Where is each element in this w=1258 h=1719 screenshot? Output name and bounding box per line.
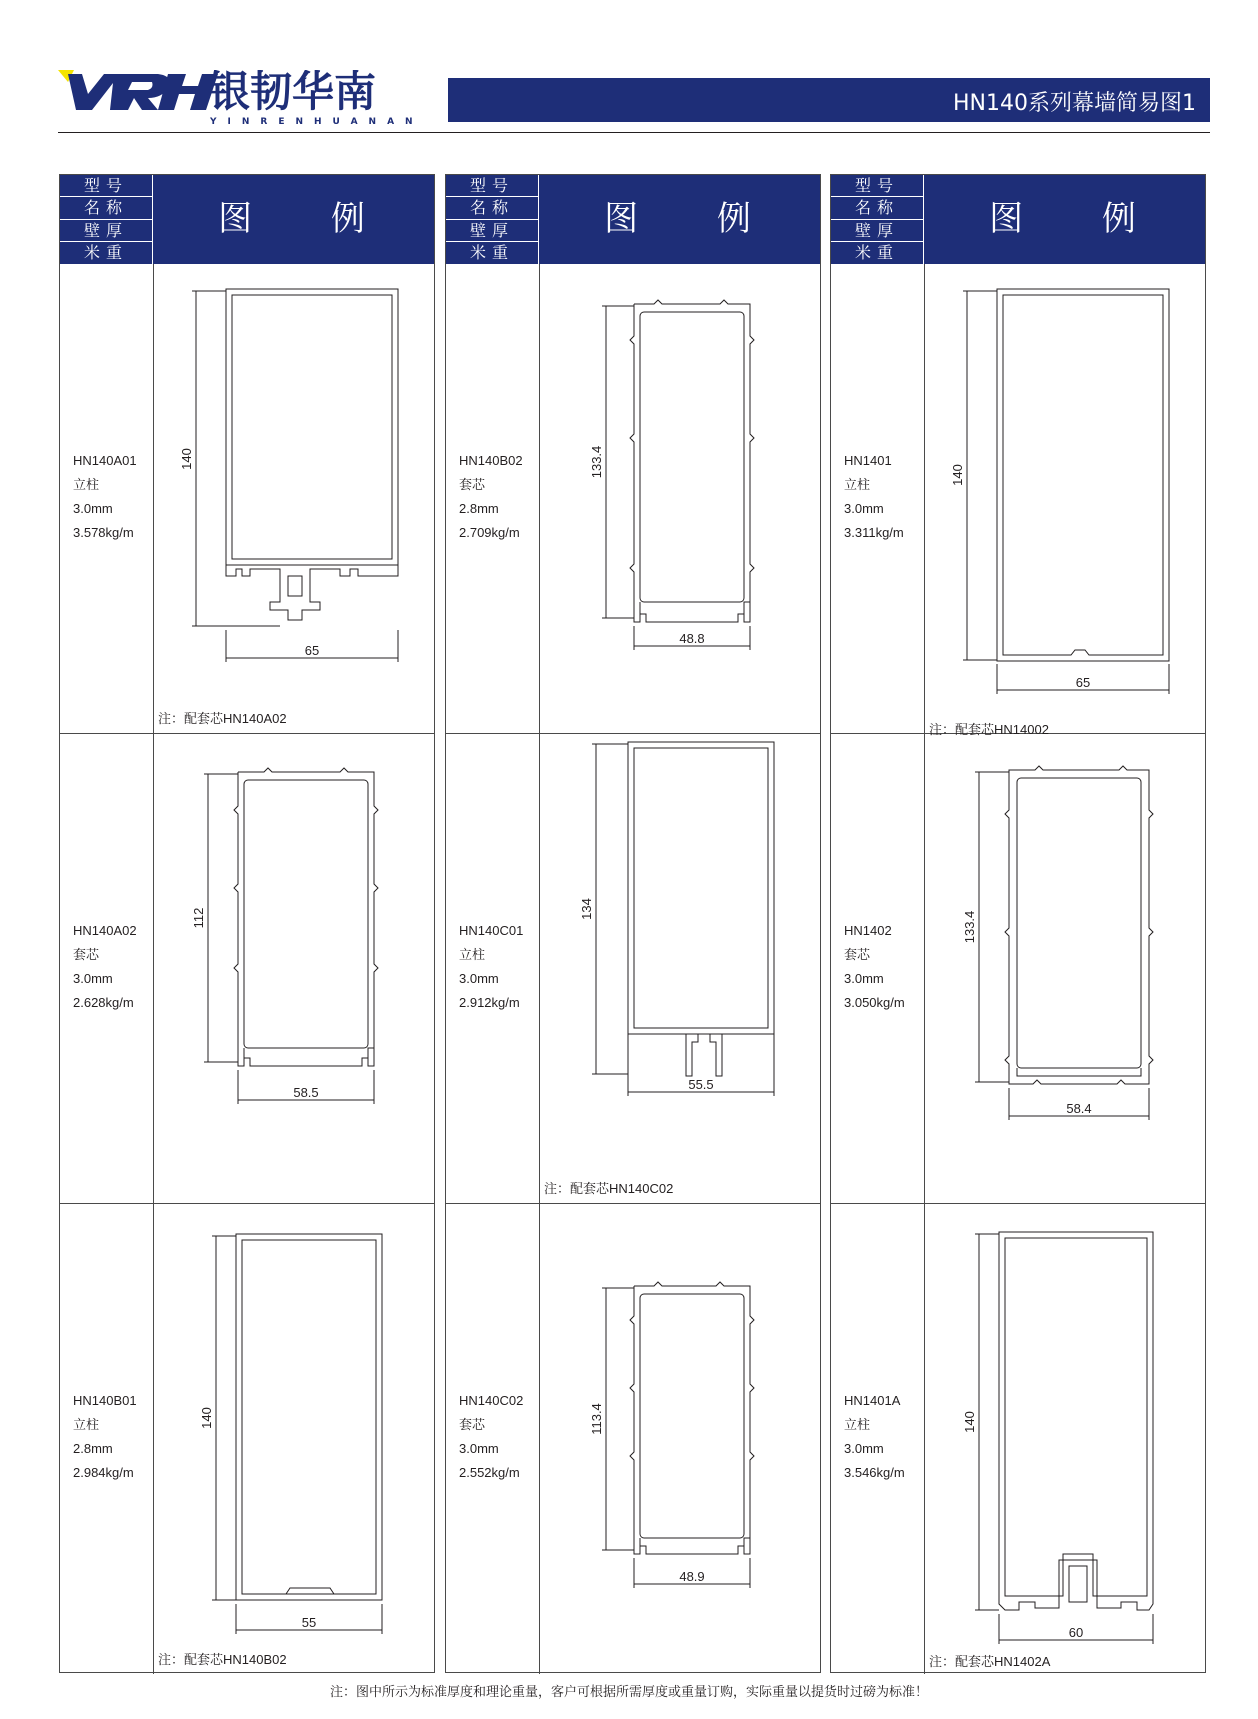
- profile-note: 注：配套芯HN1402A: [929, 1654, 1051, 1669]
- profile-info: [73, 1389, 153, 1485]
- logo-pinyin-text: YINRENHUANAN: [210, 117, 424, 126]
- profile-name: 立柱: [844, 1417, 871, 1432]
- dim-height: 113.4: [589, 1403, 604, 1435]
- dim-height: 140: [179, 448, 194, 470]
- profile-info: [459, 449, 539, 545]
- profile-info: [844, 919, 924, 1015]
- profile-drawing: [154, 264, 435, 733]
- profile-column-2: [445, 174, 821, 1673]
- brand-logo: [58, 70, 448, 126]
- legend-title: 图 例: [604, 199, 785, 239]
- profile-thickness: 3.0mm: [459, 1441, 499, 1456]
- profile-drawing: [540, 1204, 821, 1673]
- profile-info: [459, 919, 539, 1015]
- profile-drawing: [154, 734, 435, 1203]
- label-model: 型号: [831, 175, 924, 197]
- profile-drawing: [925, 734, 1206, 1203]
- profile-model: HN1402: [844, 923, 892, 938]
- profile-model: HN140C01: [459, 923, 524, 938]
- profile-info: [844, 449, 924, 545]
- profile-weight: 2.912kg/m: [459, 995, 520, 1010]
- dim-width: 65: [304, 643, 320, 658]
- column-header: [831, 175, 1205, 264]
- dim-height: 134: [579, 898, 594, 920]
- profile-thickness: 3.0mm: [73, 501, 113, 516]
- column-header: [446, 175, 820, 264]
- profile-thickness: 3.0mm: [459, 971, 499, 986]
- profile-drawing: [154, 1204, 435, 1673]
- profile-model: HN1401: [844, 453, 892, 468]
- dim-width: 55: [301, 1615, 317, 1630]
- dim-width: 48.8: [679, 631, 705, 646]
- dim-height: 133.4: [589, 445, 604, 479]
- label-weight: 米重: [831, 242, 924, 264]
- profile-name: 立柱: [73, 1417, 100, 1432]
- profile-note: 注：配套芯HN14002: [929, 722, 1049, 737]
- label-weight: 米重: [60, 242, 153, 264]
- label-thickness: 壁厚: [446, 220, 539, 242]
- header-bar: [448, 78, 1210, 122]
- profile-note: 注：配套芯HN140B02: [158, 1652, 287, 1667]
- profile-info: [73, 919, 153, 1015]
- doc-title: HN140系列幕墙简易图1: [953, 91, 1196, 116]
- profile-model: HN140B01: [73, 1393, 137, 1408]
- profile-model: HN140B02: [459, 453, 523, 468]
- profile-drawing: [540, 734, 821, 1203]
- dim-height: 140: [962, 1411, 977, 1433]
- label-model: 型号: [446, 175, 539, 197]
- profile-name: 立柱: [844, 477, 871, 492]
- profile-name: 套芯: [459, 477, 486, 492]
- profile-drawing: [925, 1204, 1206, 1673]
- profile-drawing: [540, 264, 821, 733]
- profile-column-3: [830, 174, 1206, 1673]
- profile-weight: 3.311kg/m: [844, 525, 904, 540]
- profile-info: [73, 449, 153, 545]
- profile-model: HN140A01: [73, 453, 137, 468]
- dim-width: 60: [1068, 1625, 1084, 1640]
- label-name: 名称: [831, 197, 924, 219]
- profile-thickness: 2.8mm: [459, 501, 499, 516]
- profile-weight: 2.628kg/m: [73, 995, 134, 1010]
- label-thickness: 壁厚: [60, 220, 153, 242]
- logo-chinese-text: 银韧华南: [208, 70, 377, 116]
- label-weight: 米重: [446, 242, 539, 264]
- legend-title: 图 例: [989, 199, 1170, 239]
- profile-name: 套芯: [844, 947, 871, 962]
- profile-weight: 3.578kg/m: [73, 525, 134, 540]
- dim-height: 112: [191, 907, 206, 929]
- dim-height: 140: [199, 1407, 214, 1429]
- profile-thickness: 3.0mm: [844, 501, 884, 516]
- label-model: 型号: [60, 175, 153, 197]
- profile-name: 套芯: [459, 1417, 486, 1432]
- profile-column-1: [59, 174, 435, 1673]
- profile-model: HN140A02: [73, 923, 137, 938]
- label-name: 名称: [446, 197, 539, 219]
- profile-weight: 3.050kg/m: [844, 995, 905, 1010]
- profile-weight: 3.546kg/m: [844, 1465, 905, 1480]
- profile-weight: 2.984kg/m: [73, 1465, 134, 1480]
- profile-weight: 2.552kg/m: [459, 1465, 520, 1480]
- profile-thickness: 3.0mm: [844, 1441, 884, 1456]
- logo-letters: [68, 74, 218, 110]
- dim-width: 58.5: [293, 1085, 319, 1100]
- column-header: [60, 175, 434, 264]
- profile-info: [844, 1389, 924, 1485]
- legend-title: 图 例: [218, 199, 399, 239]
- profile-model: HN140C02: [459, 1393, 524, 1408]
- profile-name: 套芯: [73, 947, 100, 962]
- profile-name: 立柱: [459, 947, 486, 962]
- dim-width: 65: [1075, 675, 1091, 690]
- dim-height: 133.4: [962, 910, 977, 944]
- profile-model: HN1401A: [844, 1393, 901, 1408]
- header-rule: [58, 132, 1210, 133]
- profile-name: 立柱: [73, 477, 100, 492]
- profile-note: 注：配套芯HN140C02: [544, 1181, 674, 1196]
- profile-weight: 2.709kg/m: [459, 525, 520, 540]
- footer-note: 注：图中所示为标准厚度和理论重量，客户可根据所需厚度或重量订购，实际重量以提货时过磅为标准！: [329, 1685, 928, 1700]
- label-name: 名称: [60, 197, 153, 219]
- profile-note: 注：配套芯HN140A02: [158, 711, 287, 726]
- profile-drawing: [925, 264, 1206, 733]
- profile-thickness: 3.0mm: [844, 971, 884, 986]
- label-thickness: 壁厚: [831, 220, 924, 242]
- profile-thickness: 2.8mm: [73, 1441, 113, 1456]
- dim-height: 140: [950, 464, 965, 486]
- profile-thickness: 3.0mm: [73, 971, 113, 986]
- dim-width: 48.9: [679, 1569, 705, 1584]
- dim-width: 58.4: [1066, 1101, 1092, 1116]
- dim-width: 55.5: [688, 1077, 714, 1092]
- profile-info: [459, 1389, 539, 1485]
